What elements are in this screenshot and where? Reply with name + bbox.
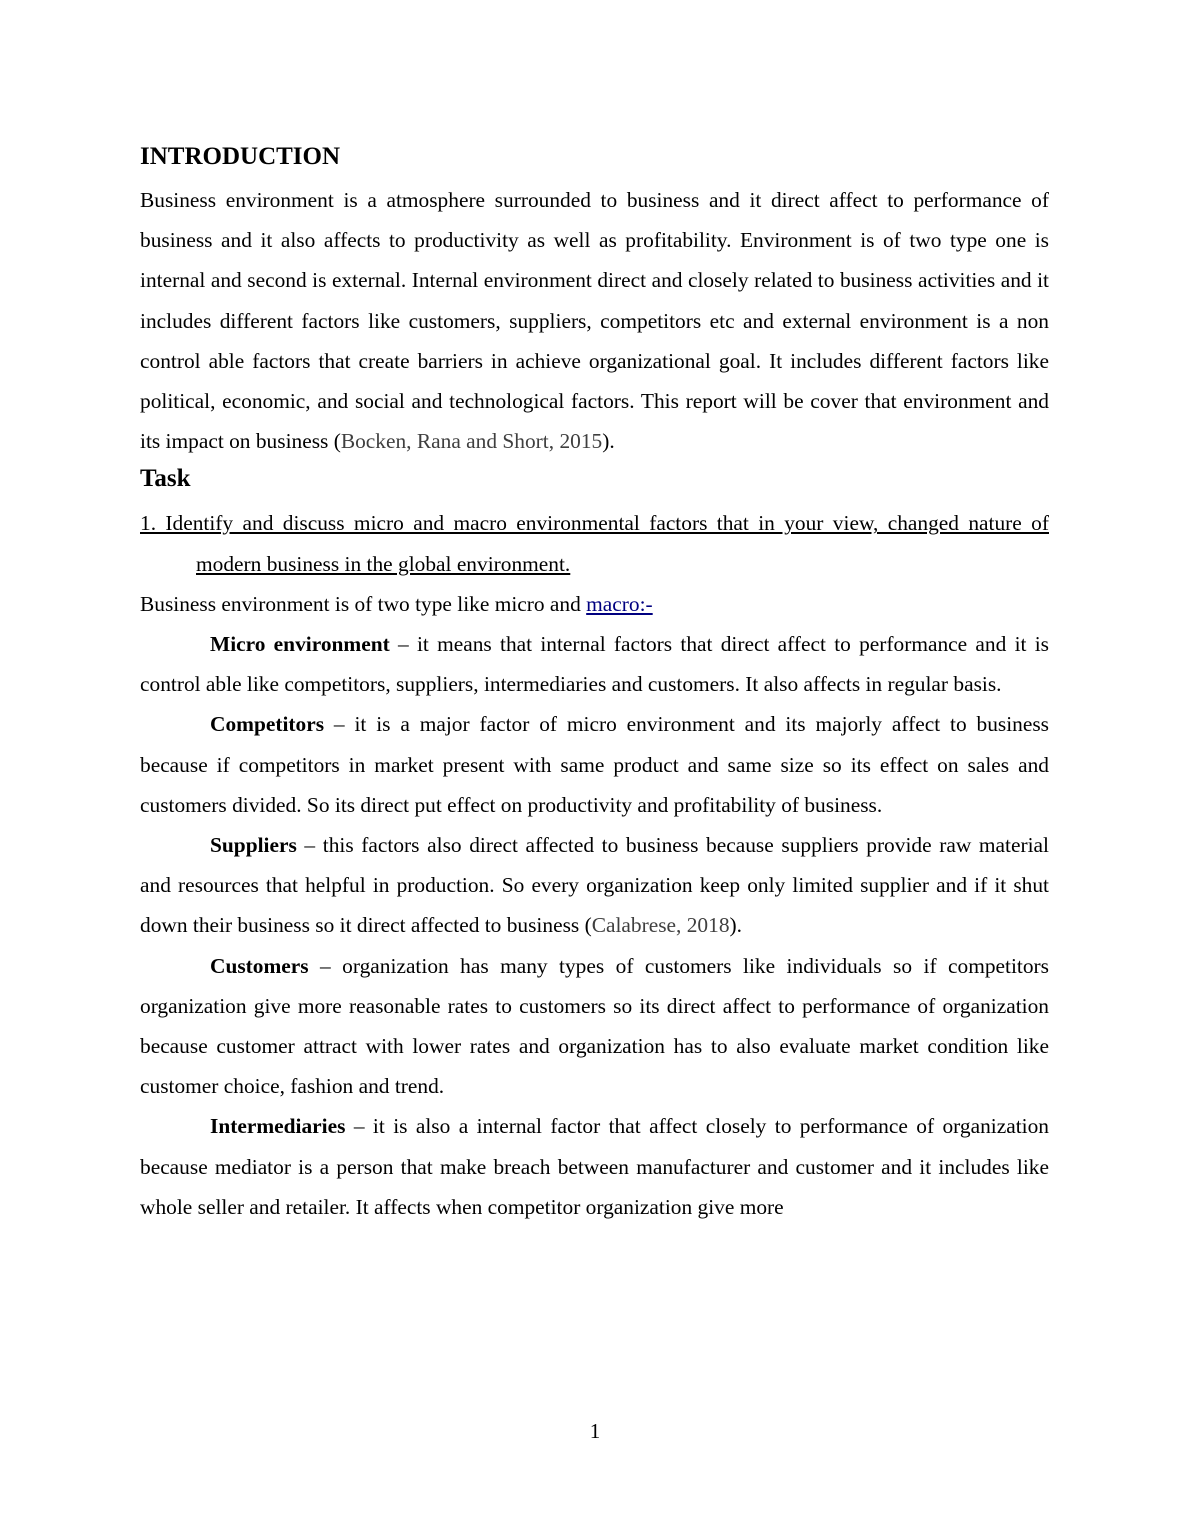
- macro-link[interactable]: macro:-: [586, 591, 653, 616]
- competitors-term: Competitors: [210, 712, 325, 737]
- customers-text: – organization has many types of customers like individuals so if competitors organization give more reasonable rates to customers so its direct affect to performance of organization because customer attract with lower rates and organization has to also evaluate market condition like customer choice, fashion and trend.: [140, 953, 1049, 1099]
- types-text: Business environment is of two type like micro and: [140, 591, 587, 616]
- suppliers-term: Suppliers: [210, 833, 297, 858]
- page-content: [140, 138, 1049, 1227]
- suppliers-text: – this factors also direct affected to business because suppliers provide raw material and resources that helpful in production. So every organization keep only limited supplier and if it shut down their business so it direct affected to business (: [140, 833, 1049, 938]
- intro-text: Business environment is a atmosphere surrounded to business and it direct affect to performance of business and it also affects to productivity as well as profitability. Environment is of two type one is internal and second is external. Internal environment direct and closely related to business activities and it includes different factors like customers, suppliers, competitors etc and external environment is a non control able factors that create barriers in achieve organizational goal. It includes different factors like political, economic, and social and technological factors. This report will be cover that environment and its impact on business (: [140, 188, 1049, 454]
- customers-paragraph: [140, 946, 1049, 1107]
- intermediaries-text: – it is also a internal factor that affect closely to performance of organization because mediator is a person that make breach between manufacturer and customer and it includes like whole seller and retailer. It affects when competitor organization give more: [140, 1114, 1049, 1219]
- suppliers-end: ).: [729, 913, 742, 938]
- customers-term: Customers: [210, 953, 309, 978]
- suppliers-paragraph: [140, 825, 1049, 946]
- competitors-text: – it is a major factor of micro environment and its majorly affect to business because if competitors in market present with same product and same size so its effect on sales and customers divided. So its direct put effect on productivity and profitability of business.: [140, 712, 1049, 817]
- task-heading: Task: [140, 465, 191, 493]
- introduction-heading: INTRODUCTION: [140, 143, 341, 170]
- micro-environment-paragraph: [140, 624, 1049, 704]
- intro-paragraph: [140, 180, 1049, 461]
- competitors-paragraph: [140, 704, 1049, 825]
- intermediaries-term: Intermediaries: [210, 1114, 346, 1139]
- types-paragraph: [140, 584, 1049, 624]
- micro-environment-term: Micro environment: [210, 632, 390, 657]
- micro-environment-text: – it means that internal factors that direct affect to performance and it is control able like competitors, suppliers, intermediaries and customers. It also affects in regular basis.: [140, 632, 1049, 697]
- intro-citation: Bocken, Rana and Short, 2015: [340, 429, 603, 454]
- task-question: 1. Identify and discuss micro and macro environmental factors that in your view, changed nature of modern business in the global environment.: [140, 511, 1049, 576]
- intermediaries-paragraph: [140, 1106, 1049, 1227]
- intro-end: ).: [602, 429, 615, 454]
- page-number: 1: [589, 1419, 601, 1443]
- suppliers-citation: Calabrese, 2018: [591, 913, 730, 938]
